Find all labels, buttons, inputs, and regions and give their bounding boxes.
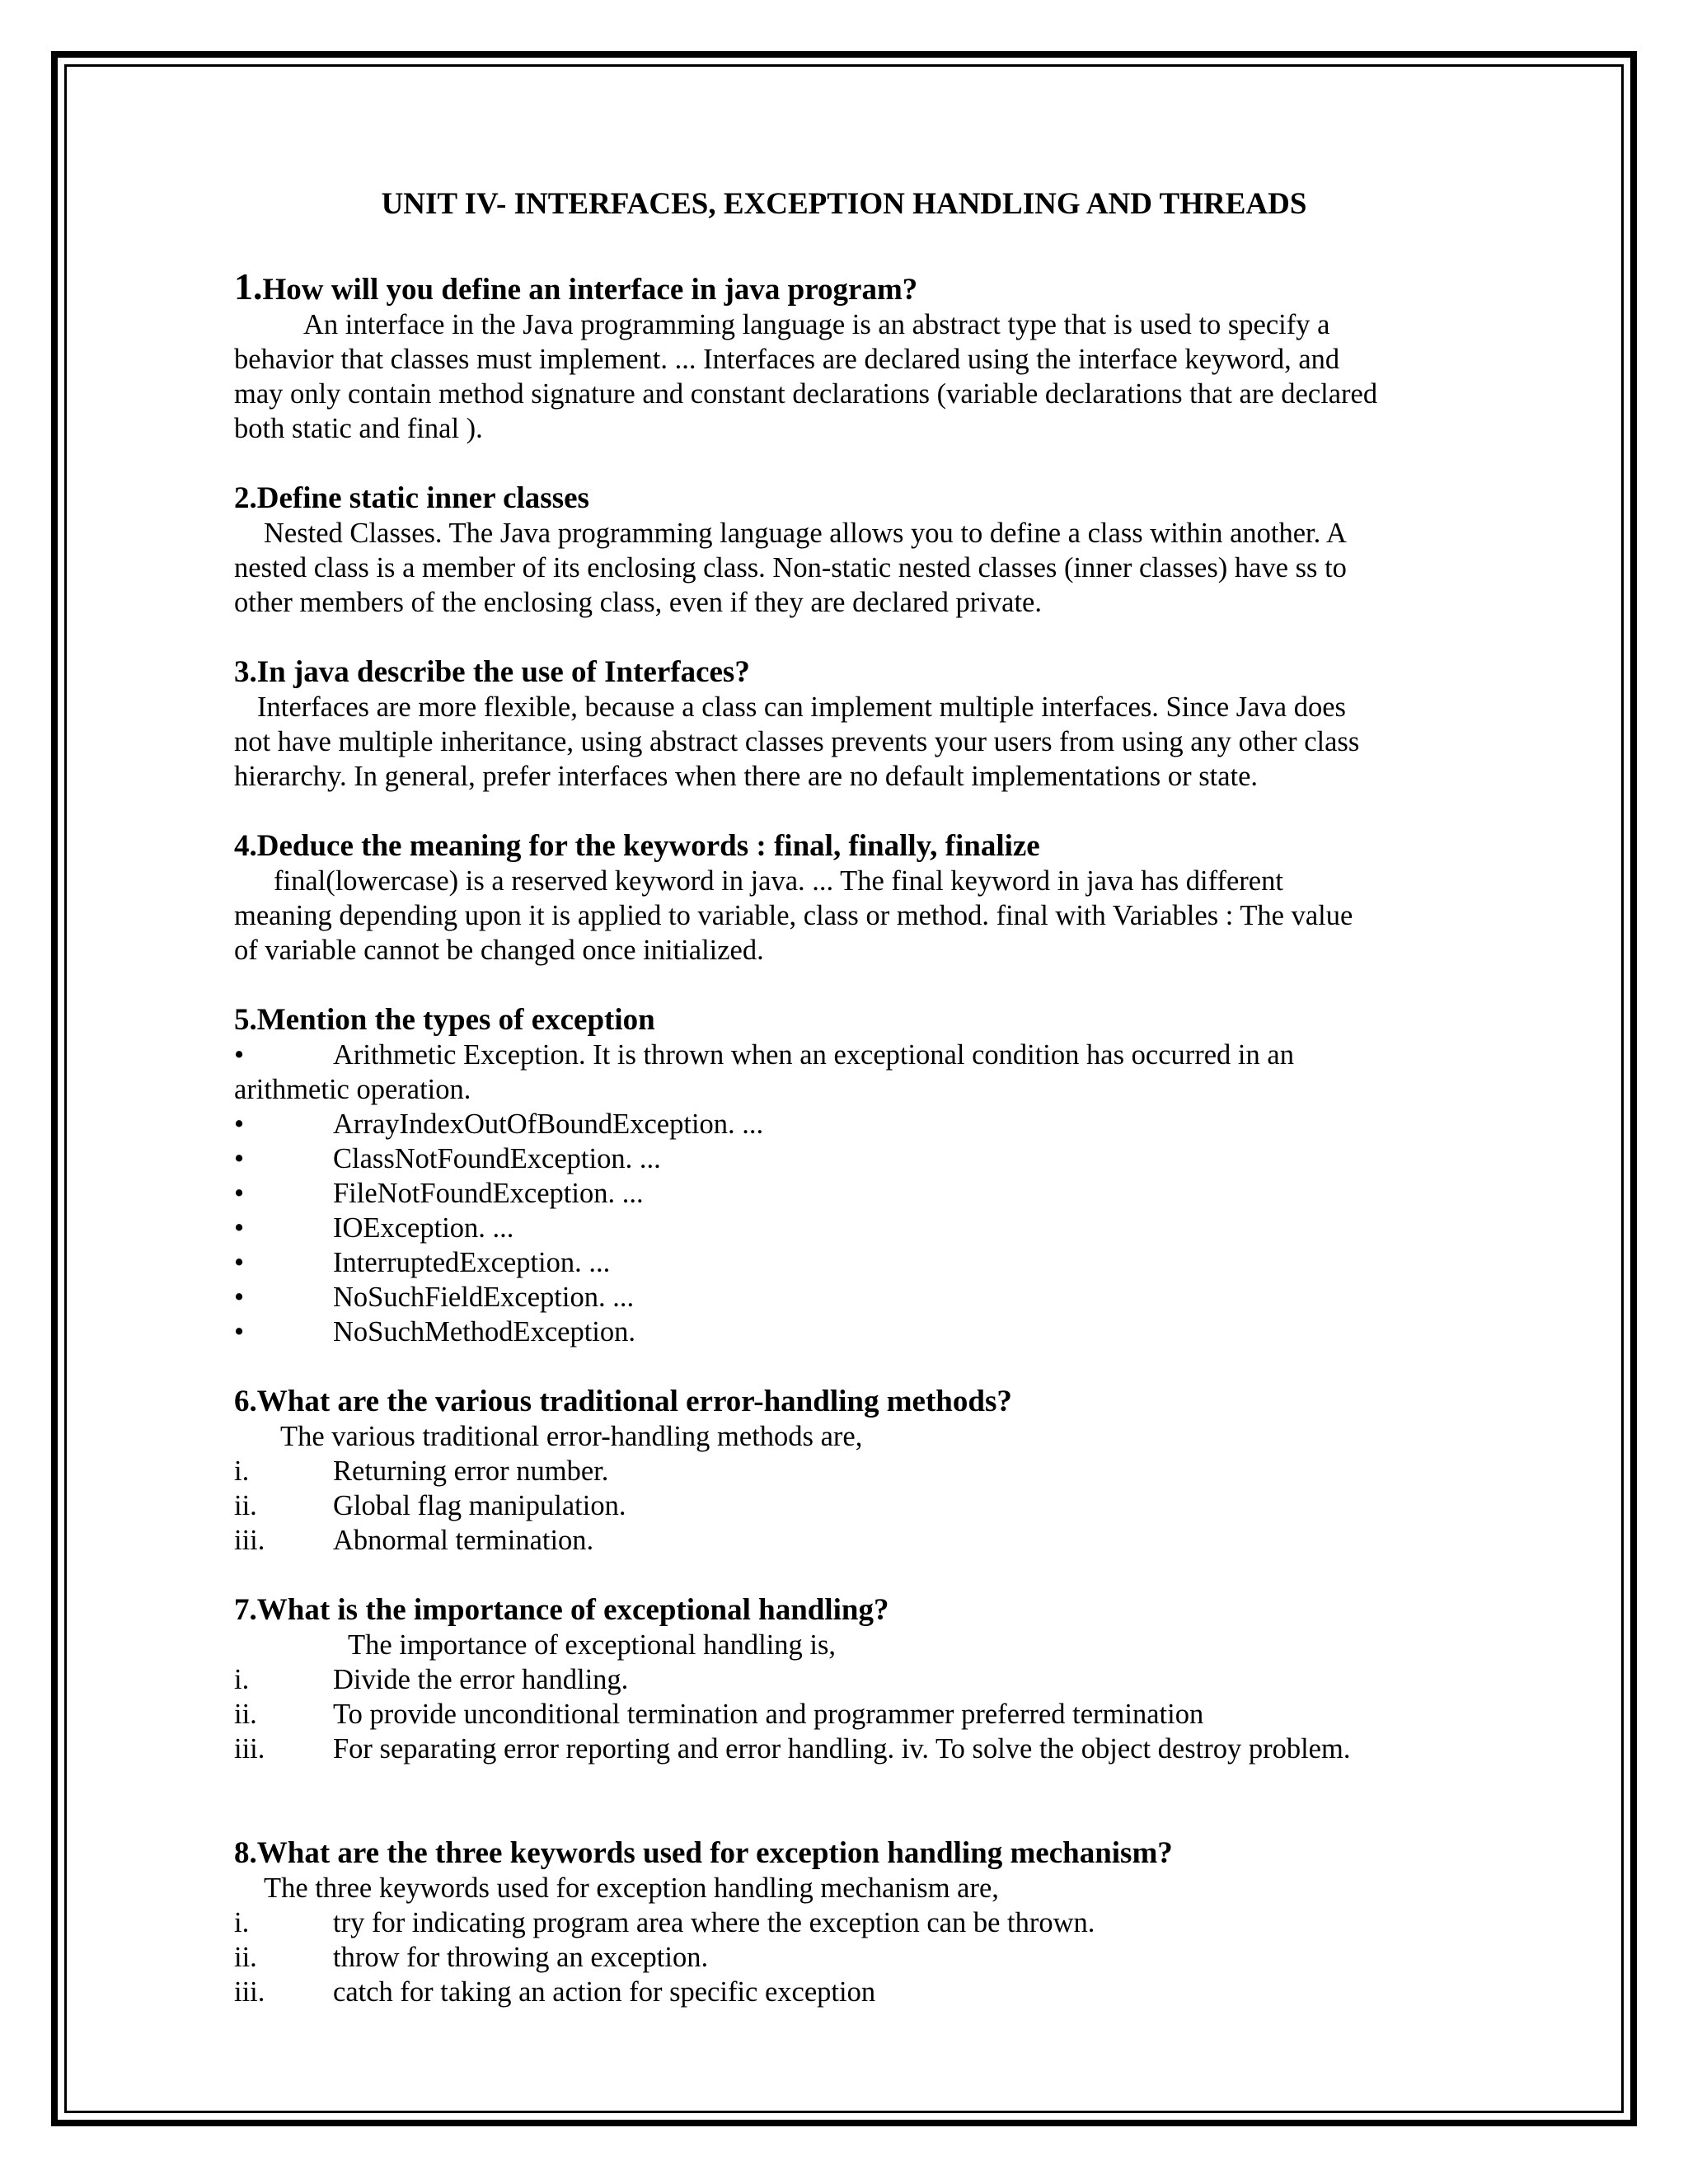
bullet-icon: • (234, 1039, 245, 1071)
answer-line: Nested Classes. The Java programming language allows you to define a class within another. A (264, 518, 1347, 549)
section-6 (234, 1384, 1470, 1558)
answer-line: may only contain method signature and constant declarations (variable declarations that are declared (234, 378, 1378, 410)
list-marker: i. (234, 1664, 250, 1695)
list-item-text: throw for throwing an exception. (333, 1942, 709, 1973)
question-text: How will you define an interface in java program? (262, 273, 918, 307)
section-7 (234, 1592, 1470, 1766)
bullet-icon: • (234, 1178, 245, 1209)
answer-line: final(lowercase) is a reserved keyword in java. ... The final keyword in java has different (274, 865, 1283, 897)
answer-intro: The various traditional error-handling methods are, (280, 1421, 863, 1452)
bullet-icon: • (234, 1316, 245, 1347)
question-number: 1. (234, 265, 263, 307)
question-heading: 6.What are the various traditional error-handling methods? (234, 1385, 1012, 1418)
bullet-icon: • (234, 1143, 245, 1174)
list-item (234, 1280, 1470, 1315)
list-marker: iii. (234, 1733, 265, 1765)
list-item (234, 1038, 1470, 1072)
bullet-icon: • (234, 1247, 245, 1278)
section-3 (234, 654, 1470, 794)
list-item-text: Global flag manipulation. (333, 1490, 626, 1521)
answer-line: hierarchy. In general, prefer interfaces when there are no default implementations or state. (234, 761, 1259, 792)
list-marker: iii. (234, 1525, 265, 1556)
list-item-text: NoSuchMethodException. (333, 1316, 635, 1347)
list-marker: i. (234, 1455, 250, 1487)
list-item (234, 1662, 1470, 1697)
document-body (234, 265, 1470, 2044)
list-item (234, 1523, 1470, 1558)
list-marker: iii. (234, 1976, 265, 2008)
section-8 (234, 1835, 1470, 2009)
bullet-icon: • (234, 1212, 245, 1244)
answer-intro: The importance of exceptional handling is, (348, 1629, 837, 1661)
list-item-continuation: arithmetic operation. (234, 1074, 471, 1105)
answer-line: of variable cannot be changed once initialized. (234, 935, 764, 966)
answer-line: not have multiple inheritance, using abstract classes prevents your users from using any other class (234, 726, 1360, 757)
list-item (234, 1176, 1470, 1211)
list-item (234, 1697, 1470, 1732)
list-item-text: Arithmetic Exception. It is thrown when an exceptional condition has occurred in an (333, 1039, 1294, 1071)
answer-line: Interfaces are more flexible, because a class can implement multiple interfaces. Since Java does (257, 691, 1346, 723)
list-item-text: For separating error reporting and error handling. iv. To solve the object destroy problem. (333, 1733, 1351, 1765)
answer-line: both static and final ). (234, 413, 483, 444)
question-heading: 7.What is the importance of exceptional handling? (234, 1593, 889, 1627)
list-item (234, 1940, 1470, 1975)
section-5 (234, 1002, 1470, 1349)
list-item-text: Divide the error handling. (333, 1664, 629, 1695)
list-item (234, 1905, 1470, 1940)
page-title: UNIT IV- INTERFACES, EXCEPTION HANDLING AND THREADS (381, 187, 1307, 221)
list-item-text: FileNotFoundException. ... (333, 1178, 644, 1209)
list-item-text: NoSuchFieldException. ... (333, 1282, 635, 1313)
list-item (234, 1488, 1470, 1523)
list-marker: ii. (234, 1942, 257, 1973)
answer-line: other members of the enclosing class, even if they are declared private. (234, 587, 1042, 618)
answer-line: behavior that classes must implement. ... Interfaces are declared using the interface keyword, and (234, 344, 1340, 375)
section-1 (234, 265, 1470, 446)
list-marker: i. (234, 1907, 250, 1938)
list-item-text: Returning error number. (333, 1455, 609, 1487)
bullet-icon: • (234, 1282, 245, 1313)
list-item (234, 1141, 1470, 1176)
list-item (234, 1732, 1470, 1766)
question-heading: 8.What are the three keywords used for exception handling mechanism? (234, 1836, 1173, 1870)
list-item (234, 1245, 1470, 1280)
question-heading (234, 265, 1470, 307)
answer-line: nested class is a member of its enclosing class. Non-static nested classes (inner classes) have ss to (234, 552, 1347, 583)
answer-intro: The three keywords used for exception handling mechanism are, (264, 1872, 999, 1904)
question-heading: 3.In java describe the use of Interfaces? (234, 655, 750, 689)
list-item (234, 1315, 1470, 1349)
question-heading: 5.Mention the types of exception (234, 1003, 655, 1037)
list-item (234, 1975, 1470, 2009)
list-item-text: try for indicating program area where the exception can be thrown. (333, 1907, 1095, 1938)
list-item-text: Abnormal termination. (333, 1525, 594, 1556)
list-item-text: IOException. ... (333, 1212, 514, 1244)
list-item-text: To provide unconditional termination and programmer preferred termination (333, 1699, 1204, 1730)
list-item (234, 1107, 1470, 1141)
section-2 (234, 480, 1470, 620)
list-marker: ii. (234, 1490, 257, 1521)
list-marker: ii. (234, 1699, 257, 1730)
bullet-icon: • (234, 1108, 245, 1140)
answer-line: An interface in the Java programming language is an abstract type that is used to specify a (303, 309, 1330, 340)
list-item (234, 1211, 1470, 1245)
list-item-text: catch for taking an action for specific exception (333, 1976, 876, 2008)
list-item-text: ArrayIndexOutOfBoundException. ... (333, 1108, 764, 1140)
question-heading: 4.Deduce the meaning for the keywords : final, finally, finalize (234, 829, 1040, 863)
answer-line: meaning depending upon it is applied to variable, class or method. final with Variables : The value (234, 900, 1353, 931)
list-item-text: ClassNotFoundException. ... (333, 1143, 661, 1174)
section-4 (234, 828, 1470, 968)
question-heading: 2.Define static inner classes (234, 481, 589, 515)
list-item (234, 1454, 1470, 1488)
list-item-text: InterruptedException. ... (333, 1247, 611, 1278)
